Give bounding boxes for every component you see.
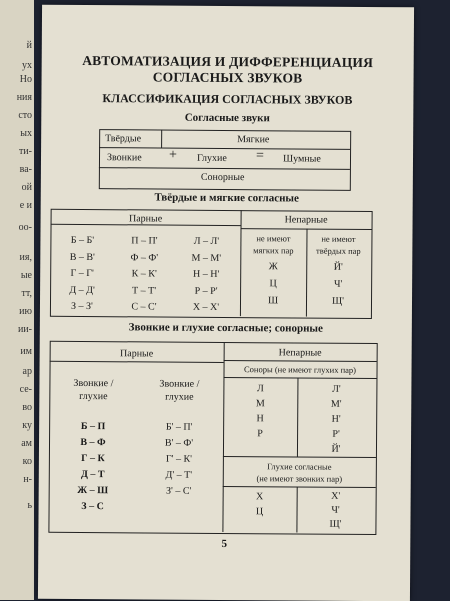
list-item: Ф – Ф' [130, 251, 159, 264]
voiceless-header: Глухие согласные (не имеют звонких пар) [256, 461, 343, 484]
soft-label: Мягкие [237, 134, 270, 146]
list-item: Н – Н' [193, 268, 220, 280]
list-item: Н' [331, 413, 341, 425]
list-item: Р – Р' [194, 285, 218, 297]
list-item: В – Ф [80, 436, 106, 449]
list-item: Р' [332, 428, 340, 440]
page-title-line1: АВТОМАТИЗАЦИЯ И ДИФФЕРЕНЦИАЦИЯ [82, 52, 374, 71]
hs-unpaired-left [240, 258, 306, 309]
list-item: П – П' [131, 235, 158, 247]
list-item: С – С' [131, 301, 157, 313]
list-item: Р [257, 428, 263, 440]
vv-col1 [51, 419, 136, 516]
list-item: М – М' [191, 252, 222, 264]
list-item: Д – Д' [69, 284, 95, 296]
adjacent-page-edge: й ух Но ния сто ых ти- ва- ой е и оо- ия, ые тт, ию ии- им ар се- во ку ам ко н- ь [0, 0, 34, 600]
book-page [38, 5, 414, 601]
vv-col2 [137, 419, 222, 500]
sonor-left [223, 381, 297, 442]
list-item: Д – Т [80, 468, 105, 481]
page-title-line2: СОГЛАСНЫХ ЗВУКОВ [152, 69, 303, 86]
sonor-right [297, 382, 376, 458]
hs-paired-col1 [52, 233, 113, 316]
hs-paired-col2 [114, 233, 175, 316]
vv-unpaired-header: Непарные [278, 347, 322, 359]
hs-unpaired-right-header: не имеют твёрдых пар [316, 233, 361, 256]
voiced-title: Звонкие и глухие согласные; сонорные [128, 321, 323, 335]
hs-paired-header: Парные [128, 213, 163, 225]
voiceless-label: Глухие [196, 152, 227, 165]
list-item: Ц [255, 506, 264, 518]
list-item: Т – Т' [132, 284, 157, 297]
list-item: Й' [333, 261, 343, 273]
vv-paired-header: Парные [120, 348, 154, 360]
list-item: Н [256, 413, 264, 425]
list-item: К – К' [131, 268, 157, 280]
list-item: В' – Ф' [164, 437, 194, 449]
hard-label: Твёрдые [105, 133, 142, 145]
list-item: Б' – П' [165, 421, 193, 433]
list-item: Щ' [332, 295, 344, 307]
hs-unpaired-header: Непарные [284, 214, 328, 226]
hard-soft-title: Твёрдые и мягкие согласные [154, 191, 299, 205]
consonants-label: Согласные звуки [184, 111, 270, 125]
list-item: Х – Х' [192, 301, 220, 313]
list-item: Ж – Ш [77, 484, 109, 497]
list-item: Ч' [333, 278, 343, 290]
list-item: Г – К [81, 452, 105, 465]
hs-paired-col3 [176, 234, 237, 317]
page-number: 5 [221, 537, 228, 551]
noisy-label: Шумные [282, 153, 321, 165]
list-item: Щ' [329, 518, 342, 530]
sonor-header: Соноры (не имеют глухих пар) [244, 364, 357, 375]
list-item: Х [255, 491, 264, 503]
list-item: Х' [331, 490, 341, 502]
list-item: М [255, 398, 265, 410]
list-item: Л – Л' [193, 235, 220, 247]
hs-unpaired-right [306, 259, 370, 310]
list-item: З – З' [71, 300, 93, 313]
list-item: Ч' [331, 504, 340, 516]
plus-sign: + [168, 147, 177, 163]
list-item: Б – Б' [70, 234, 95, 247]
list-item: Ж [268, 261, 278, 273]
voiced-label: Звонкие [106, 152, 142, 164]
list-item: Ц [269, 278, 277, 290]
vv-col1-header: Звонкие / глухие [73, 377, 114, 403]
list-item: Г – Г' [70, 267, 94, 280]
equals-sign: = [255, 148, 264, 164]
voiceless-left [222, 489, 296, 520]
list-item: Й' [331, 443, 341, 455]
list-item: Д' – Т' [165, 469, 193, 481]
list-item: З' – С' [165, 485, 192, 497]
vv-col2-header: Звонкие / глухие [159, 378, 200, 403]
hs-unpaired-left-header: не имеют мягких пар [253, 233, 294, 256]
list-item: Б – П [80, 420, 106, 433]
list-item: М' [330, 398, 342, 410]
sonorant-label: Сонорные [200, 171, 245, 184]
list-item: Л [256, 383, 264, 395]
voiceless-right [296, 489, 374, 532]
classification-title: КЛАССИФИКАЦИЯ СОГЛАСНЫХ ЗВУКОВ [102, 91, 353, 107]
list-item: В – В' [69, 251, 95, 263]
list-item: Г' – К' [165, 453, 192, 465]
list-item: З – С [81, 500, 104, 513]
list-item: Л' [332, 383, 341, 395]
list-item: Ш [267, 295, 279, 307]
